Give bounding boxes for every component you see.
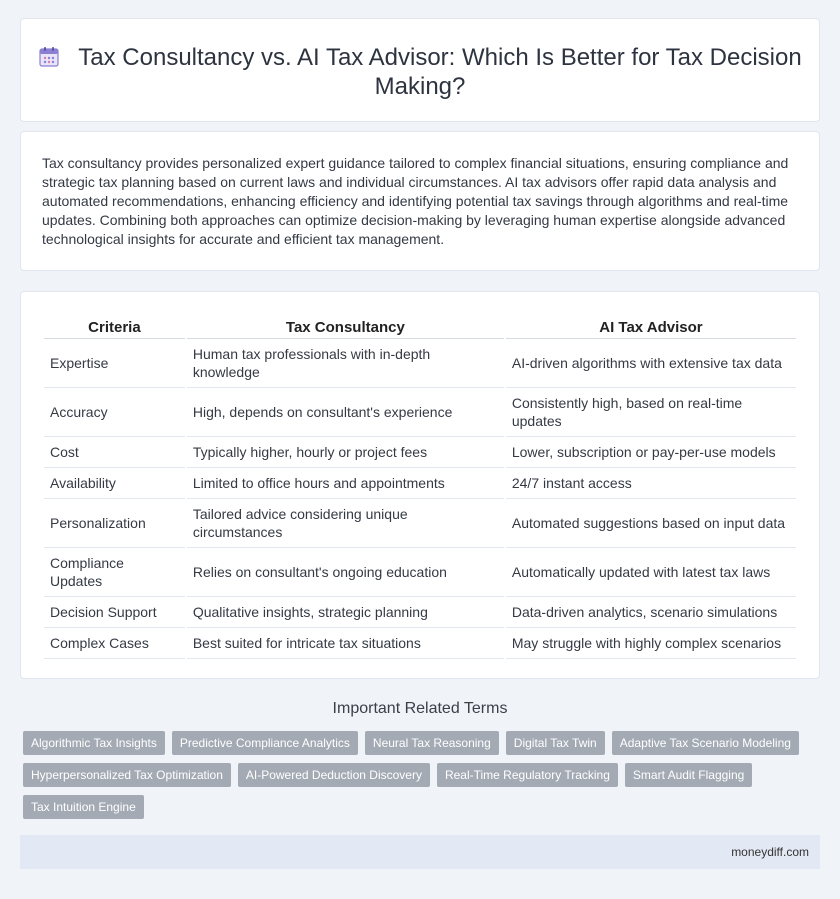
table-row <box>44 388 796 437</box>
table-row <box>44 548 796 597</box>
comparison-card <box>20 291 820 679</box>
criteria-cell: Expertise <box>44 339 185 388</box>
criteria-cell: Compliance Updates <box>44 548 185 597</box>
tax-consultancy-cell: Relies on consultant's ongoing education <box>187 548 504 597</box>
calendar-icon <box>38 46 60 68</box>
footer-site-link[interactable]: moneydiff.com <box>731 845 809 859</box>
table-row <box>44 597 796 628</box>
table-header-row <box>44 313 796 339</box>
page-title <box>21 43 819 101</box>
related-term-tag[interactable]: Hyperpersonalized Tax Optimization <box>23 763 231 787</box>
comparison-table <box>42 313 798 659</box>
tax-consultancy-cell: Typically higher, hourly or project fees <box>187 437 504 468</box>
criteria-cell: Accuracy <box>44 388 185 437</box>
ai-tax-advisor-cell: Automatically updated with latest tax laws <box>506 548 796 597</box>
criteria-cell: Cost <box>44 437 185 468</box>
title-text: Tax Consultancy vs. AI Tax Advisor: Which Is Better for Tax Decision Making? <box>78 44 802 100</box>
ai-tax-advisor-cell: May struggle with highly complex scenarios <box>506 628 796 659</box>
related-term-tag[interactable]: Tax Intuition Engine <box>23 795 144 819</box>
criteria-cell: Availability <box>44 468 185 499</box>
table-row <box>44 499 796 548</box>
header-card <box>20 18 820 122</box>
related-term-tag[interactable]: Neural Tax Reasoning <box>365 731 499 755</box>
header-ai-tax-advisor: AI Tax Advisor <box>506 313 796 339</box>
tax-consultancy-cell: Qualitative insights, strategic planning <box>187 597 504 628</box>
tax-consultancy-cell: Human tax professionals with in-depth knowledge <box>187 339 504 388</box>
header-criteria: Criteria <box>44 313 185 339</box>
footer <box>20 835 820 869</box>
ai-tax-advisor-cell: AI-driven algorithms with extensive tax data <box>506 339 796 388</box>
related-terms-title: Important Related Terms <box>332 700 508 717</box>
related-term-tag[interactable]: Real-Time Regulatory Tracking <box>437 763 618 787</box>
ai-tax-advisor-cell: Automated suggestions based on input data <box>506 499 796 548</box>
ai-tax-advisor-cell: Data-driven analytics, scenario simulations <box>506 597 796 628</box>
ai-tax-advisor-cell: Lower, subscription or pay-per-use models <box>506 437 796 468</box>
related-term-tag[interactable]: Smart Audit Flagging <box>625 763 752 787</box>
related-term-tag[interactable]: Predictive Compliance Analytics <box>172 731 358 755</box>
criteria-cell: Decision Support <box>44 597 185 628</box>
related-term-tag[interactable]: Adaptive Tax Scenario Modeling <box>612 731 799 755</box>
related-terms-list <box>23 731 813 827</box>
tax-consultancy-cell: High, depends on consultant's experience <box>187 388 504 437</box>
criteria-cell: Complex Cases <box>44 628 185 659</box>
related-term-tag[interactable]: Algorithmic Tax Insights <box>23 731 165 755</box>
related-term-tag[interactable]: Digital Tax Twin <box>506 731 605 755</box>
tax-consultancy-cell: Tailored advice considering unique circumstances <box>187 499 504 548</box>
table-row <box>44 468 796 499</box>
criteria-cell: Personalization <box>44 499 185 548</box>
related-term-tag[interactable]: AI-Powered Deduction Discovery <box>238 763 430 787</box>
table-row <box>44 628 796 659</box>
ai-tax-advisor-cell: Consistently high, based on real-time updates <box>506 388 796 437</box>
summary-card <box>20 131 820 271</box>
header-tax-consultancy: Tax Consultancy <box>187 313 504 339</box>
table-row <box>44 437 796 468</box>
ai-tax-advisor-cell: 24/7 instant access <box>506 468 796 499</box>
tax-consultancy-cell: Best suited for intricate tax situations <box>187 628 504 659</box>
summary-text: Tax consultancy provides personalized expert guidance tailored to complex financial situations, ensuring compliance and strategic tax planning based on current laws and individual circumstances. AI tax advisors offer rapid data analysis and automated recommendations, enhancing efficiency and identifying potential tax savings through algorithms and real-time updates. Combining both approaches can optimize decision-making by leveraging human expertise alongside advanced technological insights for accurate and efficient tax management. <box>42 155 789 247</box>
table-row <box>44 339 796 388</box>
tax-consultancy-cell: Limited to office hours and appointments <box>187 468 504 499</box>
